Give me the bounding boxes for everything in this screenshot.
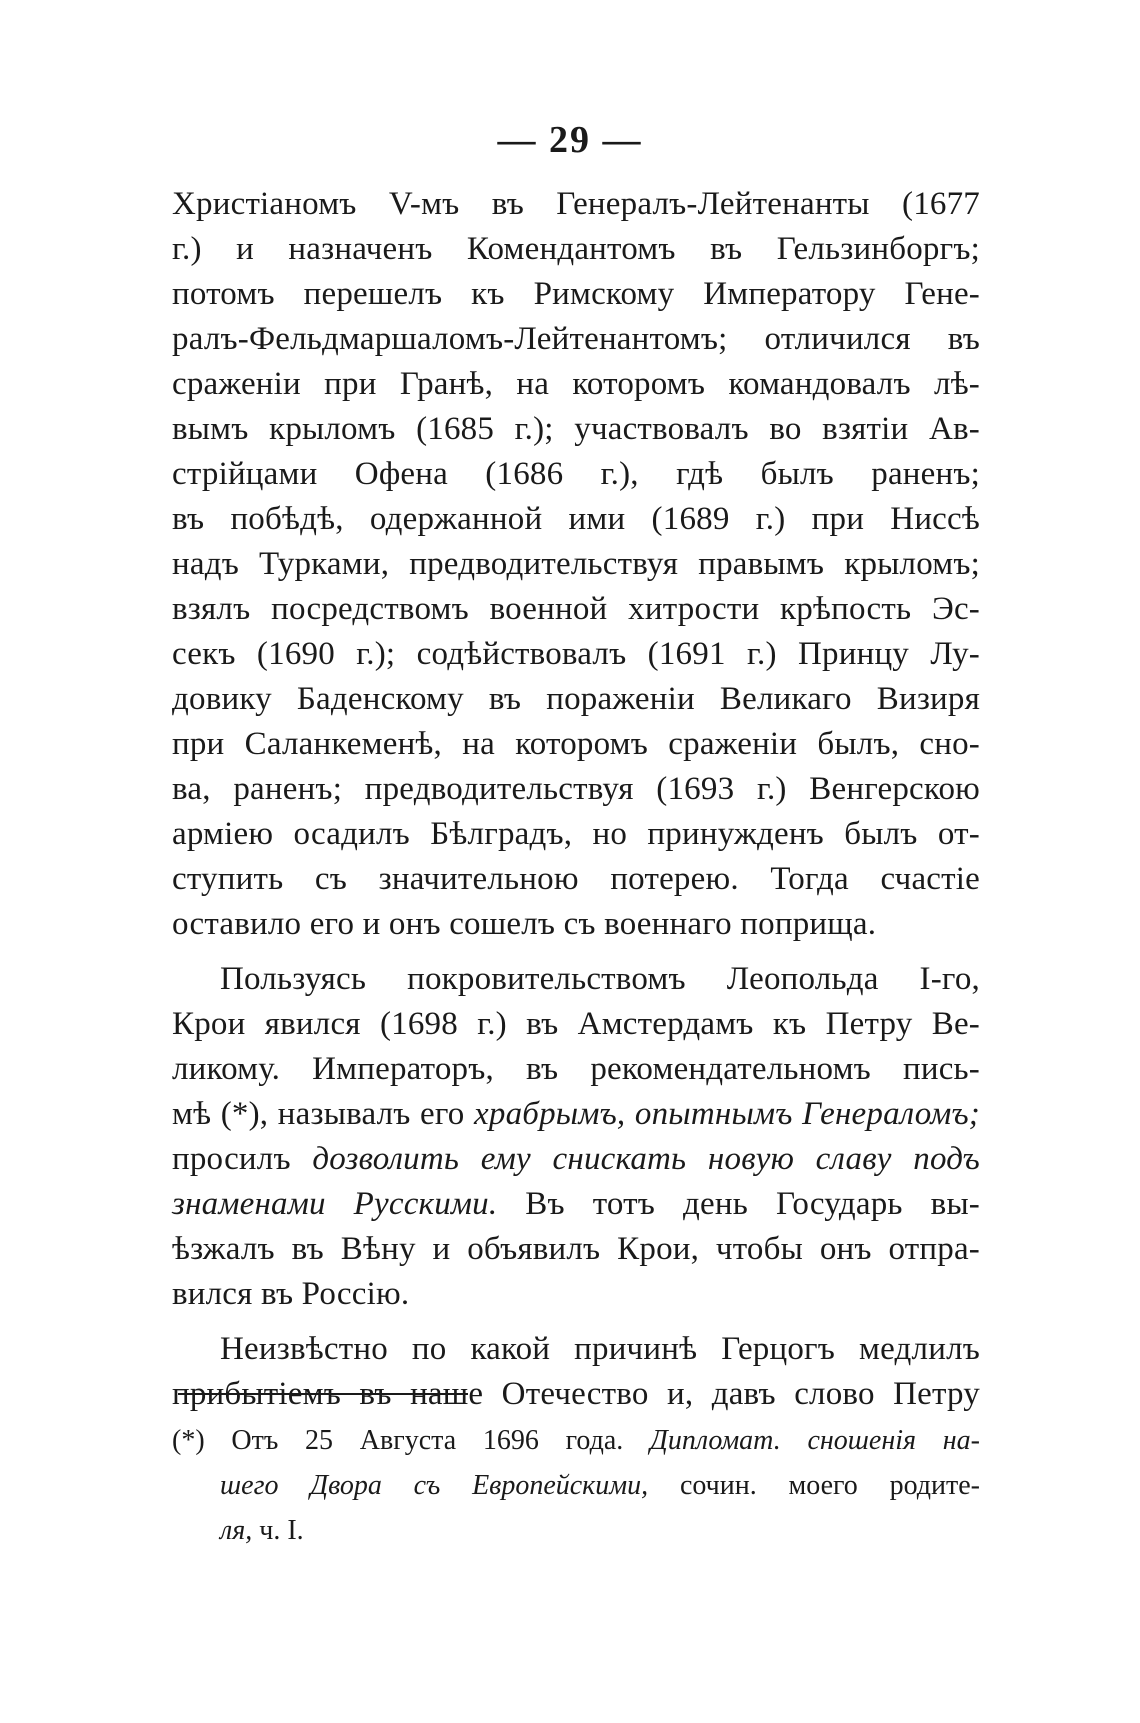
text-line: г.) и назначенъ Комендантомъ въ Гельзинборгъ; bbox=[172, 231, 980, 267]
footnote bbox=[172, 1418, 980, 1553]
text-line: Христіаномъ V-мъ въ Генералъ-Лейтенанты (1677 bbox=[172, 186, 980, 222]
text-line: ступить съ значительною потерею. Тогда счастіе bbox=[172, 861, 980, 897]
footnote-line bbox=[172, 1418, 980, 1463]
text-line: вился въ Россію. bbox=[172, 1276, 410, 1312]
text-line: въ побѣдѣ, одержанной ими (1689 г.) при Ниссѣ bbox=[172, 501, 980, 537]
footnote-divider bbox=[178, 1393, 468, 1395]
page-number: — 29 — bbox=[497, 119, 643, 161]
text-line bbox=[172, 1182, 980, 1227]
italic-quote: храбрымъ, опытнымъ Генераломъ; bbox=[474, 1096, 980, 1132]
text-line: ѣзжалъ въ Вѣну и объявилъ Крои, чтобы онъ отпра- bbox=[172, 1231, 980, 1267]
text-line: секъ (1690 г.); содѣйствовалъ (1691 г.) Принцу Лу- bbox=[172, 636, 980, 672]
italic-title: шего Двора съ Европейскими, bbox=[220, 1470, 649, 1501]
text-line: Крои явился (1698 г.) въ Амстердамъ къ Петру Ве- bbox=[172, 1006, 980, 1042]
paragraph bbox=[172, 1327, 980, 1417]
text-line: ликому. Императоръ, въ рекомендательномъ пись- bbox=[172, 1051, 980, 1087]
text-line: ралъ-Фельдмаршаломъ-Лейтенантомъ; отличился въ bbox=[172, 321, 980, 357]
italic-title: ля, bbox=[220, 1515, 253, 1546]
footnote-line bbox=[172, 1508, 980, 1553]
text-line: ва, раненъ; предводительствуя (1693 г.) Венгерскою bbox=[172, 771, 980, 807]
footnote-line bbox=[172, 1463, 980, 1508]
text-run: ч. I. bbox=[252, 1515, 304, 1546]
text-line: арміею осадилъ Бѣлградъ, но принужденъ былъ от- bbox=[172, 816, 980, 852]
text-line: довику Баденскому въ пораженіи Великаго Визиря bbox=[172, 681, 980, 717]
text-line bbox=[172, 1137, 980, 1182]
text-run: сочин. моего родите- bbox=[648, 1470, 980, 1501]
text-line bbox=[172, 1092, 980, 1137]
text-line: Неизвѣстно по какой причинѣ Герцогъ медлилъ bbox=[220, 1331, 980, 1367]
text-line: потомъ перешелъ къ Римскому Императору Гене- bbox=[172, 276, 980, 312]
main-text bbox=[172, 182, 980, 1417]
text-line: сраженіи при Гранѣ, на которомъ командовалъ лѣ- bbox=[172, 366, 980, 402]
text-line: стрійцами Офена (1686 г.), гдѣ былъ раненъ; bbox=[172, 456, 980, 492]
italic-quote: знаменами Русскими. bbox=[172, 1186, 498, 1222]
text-line: надъ Турками, предводительствуя правымъ крыломъ; bbox=[172, 546, 980, 582]
paragraph bbox=[172, 182, 980, 947]
text-line: прибытіемъ въ наше Отечество и, давъ слово Петру bbox=[172, 1376, 980, 1412]
text-line: оставило его и онъ сошелъ съ военнаго поприща. bbox=[172, 906, 877, 942]
text-line: взялъ посредствомъ военной хитрости крѣпость Эс- bbox=[172, 591, 980, 627]
text-line: при Саланкеменѣ, на которомъ сраженіи былъ, сно- bbox=[172, 726, 980, 762]
italic-quote: дозволить ему снискать новую славу подъ bbox=[312, 1141, 981, 1177]
paragraph bbox=[172, 957, 980, 1317]
text-run: Въ тотъ день Государь вы- bbox=[497, 1186, 981, 1222]
text-line: Пользуясь покровительствомъ Леопольда I-го, bbox=[220, 961, 980, 997]
italic-title: Дипломат. сношенія на- bbox=[650, 1425, 980, 1456]
text-run: просилъ bbox=[172, 1141, 313, 1177]
text-run: мѣ (*), называлъ его bbox=[172, 1096, 475, 1132]
text-run: (*) Отъ 25 Августа 1696 года. bbox=[172, 1425, 651, 1456]
text-line: вымъ крыломъ (1685 г.); участвовалъ во взятіи Ав- bbox=[172, 411, 980, 447]
